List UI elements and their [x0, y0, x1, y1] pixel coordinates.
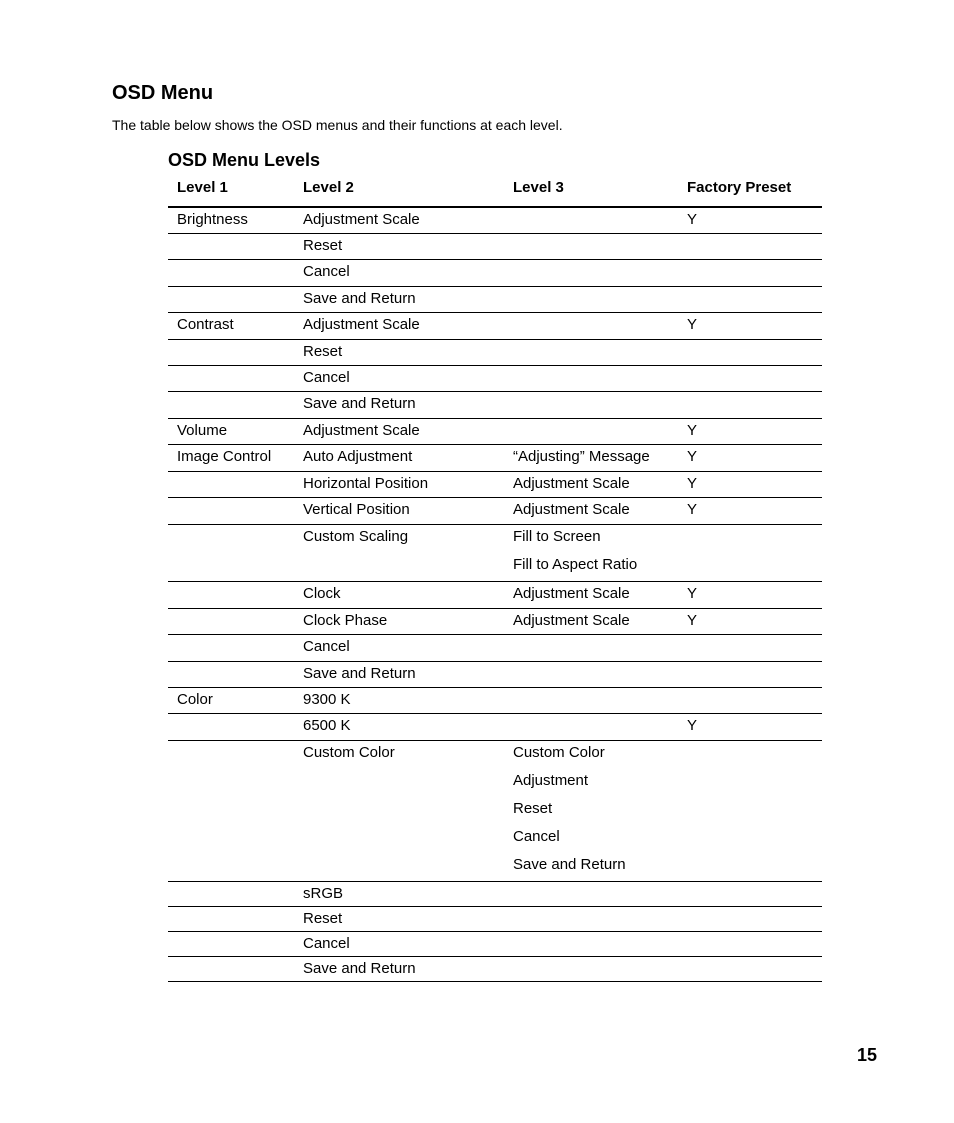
table-row [168, 392, 822, 419]
cell-factory-preset [687, 392, 822, 418]
cell-level-2: Custom Color [303, 744, 395, 761]
table-row [168, 582, 822, 609]
cell-level-1 [168, 472, 303, 497]
table-row [168, 662, 822, 688]
level-3-item: Fill to Aspect Ratio [513, 556, 638, 573]
cell-level-1 [168, 498, 303, 524]
cell-level-3 [513, 260, 687, 286]
table-row [168, 472, 822, 498]
cell-factory-preset: Y [687, 585, 698, 602]
table-row [168, 907, 822, 932]
cell-level-3 [513, 287, 687, 312]
cell-level-3 [513, 582, 687, 608]
table-row [168, 882, 822, 907]
cell-level-3 [513, 932, 687, 956]
table-row [168, 445, 822, 472]
cell-level-3 [513, 882, 687, 906]
table-row [168, 208, 822, 234]
table-body [168, 208, 822, 982]
cell-factory-preset [687, 932, 822, 956]
table-row [168, 932, 822, 957]
cell-level-2: Reset [303, 237, 343, 254]
cell-level-1 [168, 662, 303, 687]
cell-level-3 [513, 635, 687, 661]
cell-level-2: 9300 K [303, 691, 351, 708]
table-title: OSD Menu Levels [168, 150, 321, 170]
level-3-item: Fill to Screen [513, 528, 601, 545]
cell-level-1 [168, 932, 303, 956]
cell-level-3 [513, 445, 687, 471]
cell-level-2: Clock Phase [303, 612, 388, 629]
cell-level-2: Reset [303, 343, 343, 360]
cell-factory-preset [687, 287, 822, 312]
header-level-3: Level 3 [513, 179, 564, 196]
cell-level-1 [168, 340, 303, 365]
cell-level-3 [513, 498, 687, 524]
cell-level-1 [168, 957, 303, 981]
cell-level-2: Reset [303, 910, 343, 927]
cell-level-1 [168, 366, 303, 391]
level-3-item: Custom Color [513, 744, 605, 761]
cell-level-2: Adjustment Scale [303, 316, 420, 333]
cell-level-3 [513, 313, 687, 339]
cell-level-2: Adjustment Scale [303, 211, 420, 228]
cell-level-1 [168, 907, 303, 931]
table-header [168, 172, 822, 208]
cell-level-3 [513, 366, 687, 391]
cell-factory-preset [687, 688, 822, 713]
cell-factory-preset [687, 366, 822, 391]
cell-factory-preset [687, 741, 822, 881]
cell-level-3 [513, 340, 687, 365]
cell-level-3 [513, 525, 687, 581]
cell-level-1 [168, 609, 303, 634]
cell-level-2: sRGB [303, 885, 344, 902]
cell-level-1 [168, 582, 303, 608]
table-row [168, 287, 822, 313]
cell-level-3 [513, 392, 687, 418]
cell-level-2: Custom Scaling [303, 528, 409, 545]
cell-level-2: Auto Adjustment [303, 448, 413, 465]
cell-factory-preset [687, 525, 822, 581]
cell-factory-preset [687, 907, 822, 931]
cell-factory-preset [687, 882, 822, 906]
level-3-item: “Adjusting” Message [513, 448, 650, 465]
table-row [168, 688, 822, 714]
cell-level-2: Cancel [303, 263, 350, 280]
cell-factory-preset: Y [687, 422, 698, 439]
level-3-item: Adjustment [513, 772, 589, 789]
cell-level-3 [513, 208, 687, 233]
cell-factory-preset: Y [687, 501, 698, 518]
table-row [168, 635, 822, 662]
cell-level-3 [513, 957, 687, 981]
cell-factory-preset [687, 260, 822, 286]
cell-level-2: Horizontal Position [303, 475, 429, 492]
table-row [168, 609, 822, 635]
cell-level-2: Save and Return [303, 960, 416, 977]
table-row [168, 260, 822, 287]
cell-level-2: Clock [303, 585, 341, 602]
table-row [168, 525, 822, 582]
cell-level-1 [168, 234, 303, 259]
level-3-item: Adjustment Scale [513, 475, 630, 492]
cell-level-3 [513, 234, 687, 259]
cell-level-2: Save and Return [303, 665, 416, 682]
cell-factory-preset: Y [687, 717, 698, 734]
table-row [168, 234, 822, 260]
cell-level-2: Cancel [303, 369, 350, 386]
table-row [168, 741, 822, 882]
level-3-item: Cancel [513, 828, 560, 845]
level-3-item: Adjustment Scale [513, 612, 630, 629]
cell-factory-preset [687, 635, 822, 661]
cell-level-1: Brightness [177, 211, 248, 228]
cell-level-2: Adjustment Scale [303, 422, 420, 439]
table-row [168, 366, 822, 392]
cell-factory-preset: Y [687, 211, 698, 228]
cell-level-3 [513, 741, 687, 881]
cell-factory-preset [687, 662, 822, 687]
cell-level-2: 6500 K [303, 717, 351, 734]
level-3-item: Adjustment Scale [513, 585, 630, 602]
cell-level-2: Cancel [303, 638, 350, 655]
cell-level-1 [168, 287, 303, 312]
table-row [168, 957, 822, 982]
header-level-1: Level 1 [177, 179, 228, 196]
table-row [168, 498, 822, 525]
cell-factory-preset: Y [687, 612, 698, 629]
level-3-item: Adjustment Scale [513, 501, 630, 518]
cell-level-3 [513, 662, 687, 687]
cell-factory-preset: Y [687, 316, 698, 333]
cell-factory-preset [687, 340, 822, 365]
osd-menu-table [168, 172, 822, 982]
cell-factory-preset [687, 957, 822, 981]
cell-level-1 [168, 260, 303, 286]
header-level-2: Level 2 [303, 179, 354, 196]
table-row [168, 714, 822, 741]
cell-factory-preset [687, 234, 822, 259]
cell-level-1 [168, 741, 303, 881]
level-3-item: Reset [513, 800, 553, 817]
cell-level-2: Vertical Position [303, 501, 410, 518]
cell-level-1 [168, 392, 303, 418]
header-factory-preset: Factory Preset [687, 179, 792, 196]
cell-level-3 [513, 472, 687, 497]
cell-factory-preset: Y [687, 475, 698, 492]
cell-level-3 [513, 907, 687, 931]
cell-level-3 [513, 609, 687, 634]
cell-level-3 [513, 714, 687, 740]
cell-level-3 [513, 688, 687, 713]
cell-level-1 [168, 882, 303, 906]
page-title: OSD Menu [112, 82, 214, 104]
cell-level-1 [168, 525, 303, 581]
cell-level-2: Cancel [303, 935, 350, 952]
level-3-item: Save and Return [513, 856, 626, 873]
cell-factory-preset: Y [687, 448, 698, 465]
cell-level-1: Volume [177, 422, 228, 439]
page-number: 15 [857, 1045, 878, 1065]
cell-level-3 [513, 419, 687, 444]
table-row [168, 313, 822, 340]
table-row [168, 340, 822, 366]
cell-level-2: Save and Return [303, 290, 416, 307]
cell-level-1 [168, 635, 303, 661]
table-row [168, 419, 822, 445]
intro-text: The table below shows the OSD menus and their functions at each level. [112, 117, 563, 133]
cell-level-1: Contrast [177, 316, 234, 333]
cell-level-1 [168, 714, 303, 740]
cell-level-1: Image Control [177, 448, 272, 465]
cell-level-2: Save and Return [303, 395, 416, 412]
cell-level-1: Color [177, 691, 213, 708]
